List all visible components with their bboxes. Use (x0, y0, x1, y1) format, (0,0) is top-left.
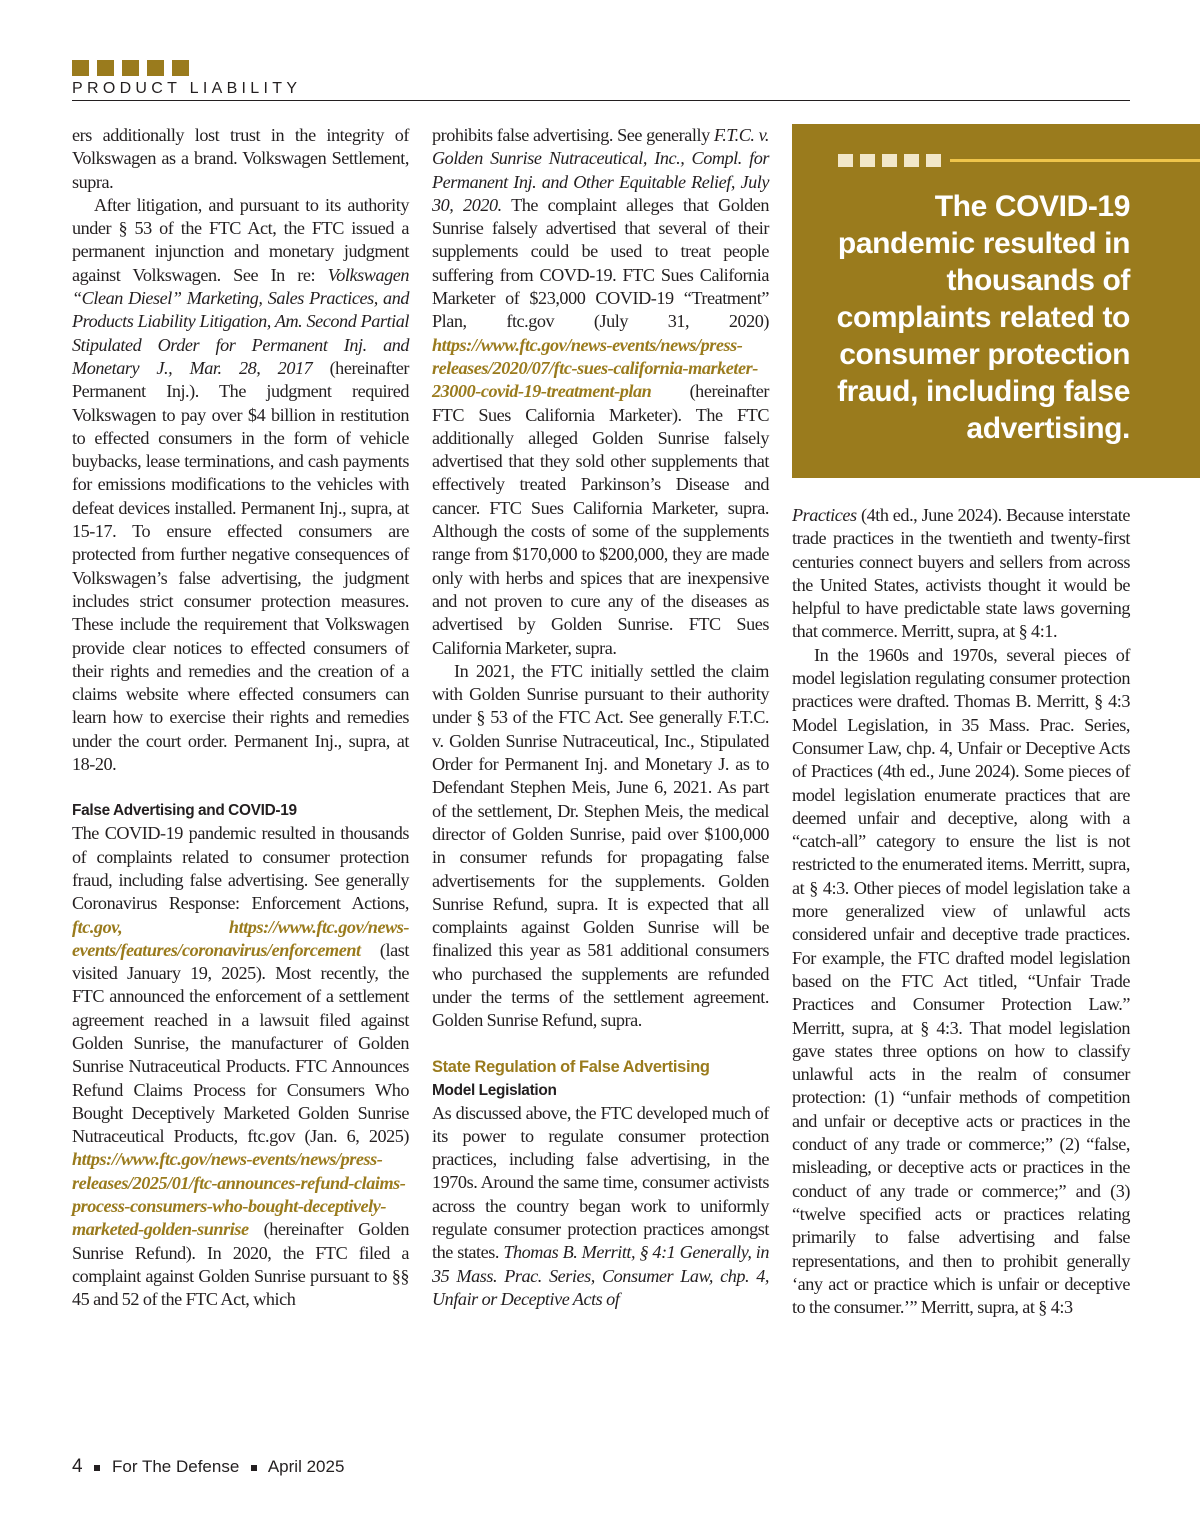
bullet-separator (94, 1465, 100, 1471)
section-heading-false-advertising: False Advertising and COVID-19 (72, 802, 297, 820)
text-run: After litigation, and pursuant to its authority under § 53 of the FTC Act, the FTC issued a permanent injunction and monetary judgment against Volkswagen. See In re: (72, 194, 409, 285)
citation: Practices (792, 505, 857, 525)
col2-paragraph-3 (432, 1102, 769, 1312)
ftc-coronavirus-link[interactable]: ftc.gov, https://www.ftc.gov/news-events/features/coronavirus/enforcement (72, 916, 409, 960)
col1-paragraph-3 (72, 822, 409, 1311)
case-citation: F.T.C. v. Golden Sunrise Nutraceutical, Inc., Compl. for Permanent Inj. and Other Equitable Relief, July 30, 2020. (432, 125, 769, 215)
publication-name: For The Defense (112, 1457, 240, 1476)
pull-quote-callout (792, 124, 1200, 478)
col3-paragraph-2: In the 1960s and 1970s, several pieces of model legislation regulating consumer protection practices were drafted. Thomas B. Merritt, § 4:3 Model Legislation, in 35 Mass. Prac. Series, Consumer Law, chp. 4, Unfair or Deceptive Acts of Practices (4th ed., June 2024). Some pieces of model legislation enumerate practices that are deemed unfair and deceptive, along with a “catch-all” category to ensure the list is not restricted to the enumerated items. Merritt, supra, at § 4:3. Other pieces of model legislation take a more generalized view of unlawful acts considered unfair and deceptive trade practices. For example, the FTC drafted model legislation based on the FTC Act titled, “Unfair Trade Practices and Consumer Protection Law.” Merritt, supra, at § 4:3. That model legislation gave states three options on how to classify unlawful acts in the realm of consumer protection: (1) “unfair methods of competition and unfair or deceptive acts or practices in the conduct of any trade or commerce;” (2) “false, misleading, or deceptive acts or practices in the conduct of any trade or commerce;” and (3) “twelve specified acts or practices relating primarily to false advertising and false representations, and then to prohibit generally ‘any act or practice which is unfair or deceptive to the consumer.’” Merritt, supra, at § 4:3 (792, 644, 1130, 1318)
case-citation: Volkswagen “Clean Diesel” Marketing, Sales Practices, and Products Liability Litigation, Am. Second Partial Stipulated Order for Permanent Inj. and Monetary J., Mar. 28, 2017 (72, 264, 409, 378)
issue-date: April 2025 (267, 1457, 345, 1476)
citation: Thomas B. Merritt, § 4:1 Generally, in 35 Mass. Prac. Series, Consumer Law, chp. 4, Unfair or Deceptive Acts of (432, 1242, 769, 1309)
text-run: (hereinafter Golden Sunrise Refund). In 2020, the FTC filed a complaint against Golden Sunrise pursuant to §§ 45 and 52 of the FTC Act, which (72, 1219, 409, 1310)
bullet-separator (251, 1465, 257, 1471)
header-squares-decoration (72, 60, 197, 78)
page-footer (72, 1456, 344, 1478)
text-run: The complaint alleges that Golden Sunrise falsely advertised that several of their supplements could be used to treat people suffering from COVD-19. FTC Sues California Marketer of $23,000 COVID-19 “Treatment” Plan, ftc.gov (July 31, 2020) (432, 194, 769, 332)
subheading-model-legislation: Model Legislation (432, 1081, 557, 1099)
pull-quote-text: The COVID-19 pandemic resulted in thousands of complaints related to consumer protection fraud, including false advertising. (836, 190, 1130, 445)
section-heading-state-regulation: State Regulation of False Advertising (432, 1057, 710, 1076)
col1-paragraph-2 (72, 194, 409, 776)
col3-paragraph-1 (792, 504, 1130, 644)
text-run: (last visited January 19, 2025). Most recently, the FTC announced the enforcement of a settlement agreement reached in a lawsuit filed against Golden Sunrise, the manufacturer of Golden Sunrise Nutraceutical Products. FTC Announces Refund Claims Process for Consumers Who Bought Deceptively Marketed Golden Sunrise Nutraceutical Products, ftc.gov (Jan. 6, 2025) (72, 939, 409, 1147)
text-run: (4th ed., June 2024). Because interstate trade practices in the twentieth and twenty-first centuries connect buyers and sellers from across the United States, activists thought it would be helpful to have predictable state laws governing that commerce. Merritt, supra, at § 4:1. (792, 505, 1130, 642)
column-2 (432, 124, 769, 1311)
col2-paragraph-2: In 2021, the FTC initially settled the claim with Golden Sunrise pursuant to their authority under § 53 of the FTC Act. See generally F.T.C. v. Golden Sunrise Nutraceutical, Inc., Stipulated Order for Permanent Inj. and Monetary J. as to Defendant Stephen Meis, June 6, 2021. As part of the settlement, Dr. Stephen Meis, the medical director of Golden Sunrise, paid over $100,000 in consumer refunds for propagating false advertisements for the supplements. Golden Sunrise Refund, supra. It is expected that all complaints against Golden Sunrise will be finalized this year as 581 additional consumers who purchased the supplements are refunded under the terms of the settlement agreement. Golden Sunrise Refund, supra. (432, 660, 769, 1031)
golden-sunrise-refund-link[interactable]: https://www.ftc.gov/news-events/news/press-releases/2025/01/ftc-announces-refund-claims-process-consumers-who-bought-deceptively-marketed-golden-sunrise (72, 1149, 406, 1240)
page-number: 4 (72, 1456, 83, 1477)
section-title: PRODUCT LIABILITY (72, 80, 302, 97)
column-3 (792, 504, 1130, 1319)
ftc-sues-marketer-link[interactable]: https://www.ftc.gov/news-events/news/press-releases/2020/07/ftc-sues-california-marketer-23000-covid-19-treatment-plan (432, 334, 758, 402)
callout-squares-decoration (838, 154, 948, 172)
column-1 (72, 124, 409, 1312)
text-run: (hereinafter Permanent Inj.). The judgment required Volkswagen to pay over $4 billion in restitution to effected consumers in the form of vehicle buybacks, lease terminations, and cash payments for emissions modifications to the vehicles with defeat devices installed. Permanent Inj., supra, at 15-17. To ensure effected consumers are protected from further negative consequences of Volkswagen’s false advertising, the judgment includes strict consumer protection measures. These include the requirement that Volkswagen provide clear notices to effected consumers of their rights and remedies and the creation of a claims website where effected consumers can learn how to exercise their rights and remedies under the court order. Permanent Inj., supra, at 18-20. (72, 357, 409, 775)
col1-paragraph-1: ers additionally lost trust in the integrity of Volkswagen as a brand. Volkswagen Settlement, supra. (72, 125, 409, 192)
text-run: The COVID-19 pandemic resulted in thousands of complaints related to consumer protection fraud, including false advertising. See generally Coronavirus Response: Enforcement Actions, (72, 823, 409, 914)
text-run: prohibits false advertising. See generally (432, 125, 714, 145)
col2-paragraph-1 (432, 124, 769, 660)
text-run: (hereinafter FTC Sues California Marketer). The FTC additionally alleged Golden Sunrise falsely advertised that they sold other supplements that effectively treated Parkinson’s Disease and cancer. FTC Sues California Marketer, supra. Although the costs of some of the supplements range from $170,000 to $200,000, they are made only with herbs and spices that are inexpensive and not proven to cure any of the diseases as advertised by Golden Sunrise. FTC Sues California Marketer, supra. (432, 381, 769, 658)
header-rule (72, 100, 1130, 101)
callout-rule (950, 159, 1200, 162)
text-run: As discussed above, the FTC developed much of its power to regulate consumer protection practices, including false advertising, in the 1970s. Around the same time, consumer activists across the country began work to uniformly regulate consumer protection practices amongst the states. (432, 1102, 769, 1263)
